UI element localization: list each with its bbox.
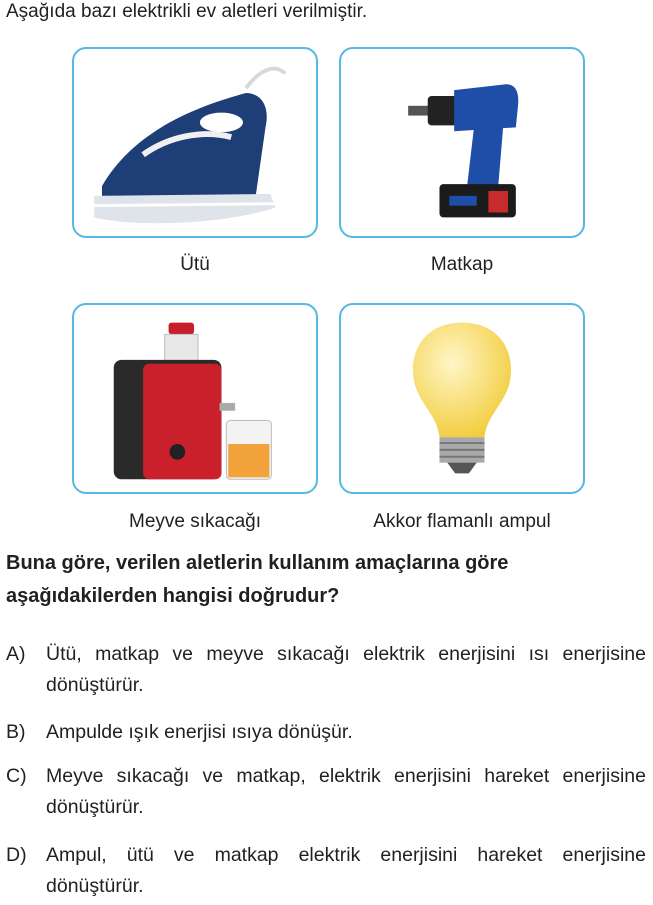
caption-drill: Matkap bbox=[430, 254, 494, 275]
option-letter: A) bbox=[6, 643, 26, 665]
drill-icon bbox=[341, 49, 583, 236]
option-text: Ampul, ütü ve matkap elektrik enerjisini hareket enerjisine dönüştürür. bbox=[46, 844, 646, 897]
option-letter: D) bbox=[6, 844, 27, 866]
intro-text: Aşağıda bazı elektrikli ev aletleri verilmiştir. bbox=[6, 1, 368, 22]
option-text: Ütü, matkap ve meyve sıkacağı elektrik enerjisini ısı enerjisine dönüştürür. bbox=[46, 643, 646, 696]
option-letter: B) bbox=[6, 721, 26, 743]
option-a[interactable] bbox=[6, 639, 646, 701]
option-text: Ampulde ışık enerjisi ısıya dönüşür. bbox=[46, 721, 353, 743]
appliance-card-juicer bbox=[72, 303, 318, 494]
option-c[interactable] bbox=[6, 761, 646, 823]
option-text: Meyve sıkacağı ve matkap, elektrik enerjisini hareket enerjisine dönüştürür. bbox=[46, 765, 646, 818]
caption-bulb: Akkor flamanlı ampul bbox=[373, 511, 551, 532]
appliance-card-drill bbox=[339, 47, 585, 238]
appliance-card-bulb bbox=[339, 303, 585, 494]
light-bulb-icon bbox=[341, 305, 583, 492]
caption-iron: Ütü bbox=[180, 254, 210, 275]
iron-icon bbox=[74, 49, 316, 236]
option-letter: C) bbox=[6, 765, 27, 787]
option-b[interactable] bbox=[6, 717, 646, 748]
question-text: Buna göre, verilen aletlerin kullanım amaçlarına göre aşağıdakilerden hangisi doğrudur? bbox=[6, 552, 509, 607]
caption-juicer: Meyve sıkacağı bbox=[129, 511, 261, 532]
appliance-card-iron bbox=[72, 47, 318, 238]
option-d[interactable] bbox=[6, 840, 646, 902]
juicer-icon bbox=[74, 305, 316, 492]
